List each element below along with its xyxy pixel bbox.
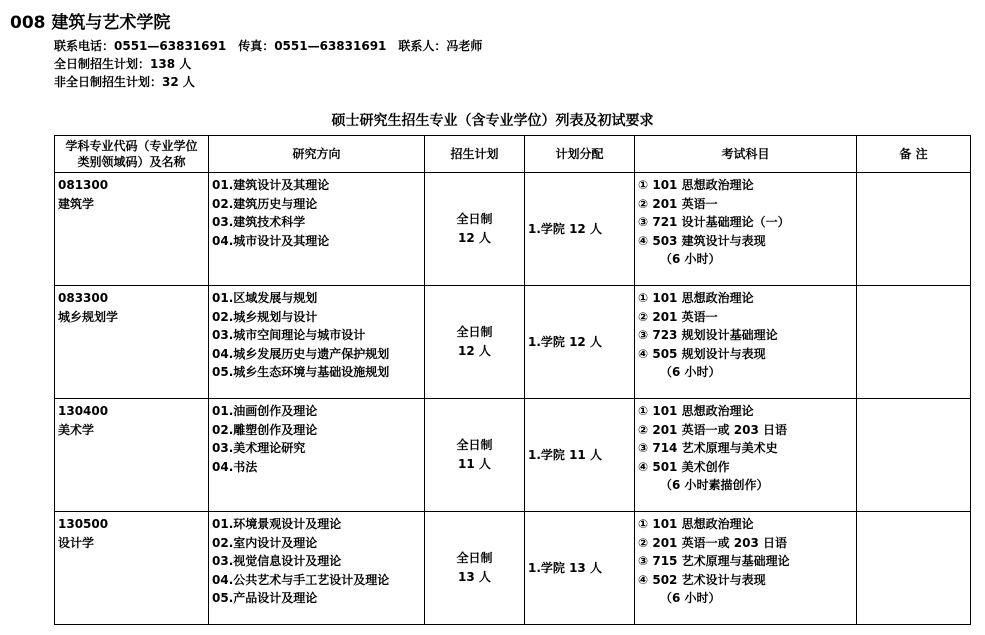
department-header [10, 8, 482, 93]
table-header-row [55, 136, 971, 173]
direction-item: 03.美术理论研究 [212, 441, 306, 455]
exam-note: （6 小时） [660, 591, 721, 605]
header-code-line1: 学科专业代码（专业学位 [65, 139, 198, 153]
major-cell [55, 512, 209, 625]
table-title: 硕士研究生招生专业（含专业学位）列表及初试要求 [331, 113, 654, 129]
plan-type: 全日制 [456, 325, 493, 339]
plan-cell [425, 399, 525, 512]
plan-type: 全日制 [456, 551, 493, 565]
direction-item: 01.油画创作及理论 [212, 404, 318, 418]
direction-item: 02.雕塑创作及理论 [212, 422, 318, 437]
major-code: 083300 [58, 291, 109, 305]
direction-item: 04.书法 [212, 459, 258, 474]
major-code: 130400 [58, 404, 109, 418]
direction-item: 02.建筑历史与理论 [212, 196, 318, 211]
plan-count: 12 人 [458, 344, 491, 358]
direction-item: 02.室内设计及理论 [212, 535, 318, 550]
exam-item: ④ 505 规划设计与表现 [638, 346, 766, 361]
major-name: 美术学 [58, 422, 95, 437]
contact-info: 联系电话：0551—63831691 传真：0551—63831691 联系人：冯老师 [54, 39, 483, 53]
exam-note: （6 小时） [660, 365, 721, 379]
direction-item: 01.区域发展与规划 [212, 291, 318, 305]
exam-item: ② 201 英语一 [638, 196, 718, 211]
exam-item: ④ 503 建筑设计与表现 [638, 233, 766, 248]
admissions-table [54, 135, 971, 625]
directions-cell [209, 512, 425, 625]
exam-item: ④ 502 艺术设计与表现 [638, 572, 766, 587]
header-code [55, 136, 209, 173]
fulltime-plan: 全日制招生计划：138 人 [54, 57, 192, 71]
header-exams: 考试科目 [635, 136, 857, 173]
plan-type: 全日制 [456, 438, 493, 452]
header-direction: 研究方向 [209, 136, 425, 173]
remarks-cell [857, 173, 971, 286]
direction-item: 03.城市空间理论与城市设计 [212, 328, 366, 342]
header-remarks: 备 注 [857, 136, 971, 173]
exams-cell [635, 286, 857, 399]
exams-cell [635, 399, 857, 512]
exam-item: ① 101 思想政治理论 [638, 291, 754, 305]
exam-item: ③ 715 艺术原理与基础理论 [638, 554, 790, 568]
major-cell [55, 286, 209, 399]
exam-item: ① 101 思想政治理论 [638, 404, 754, 418]
direction-item: 01.环境景观设计及理论 [212, 517, 342, 531]
allocation-cell: 1.学院 12 人 [525, 286, 635, 399]
table-row [55, 286, 971, 399]
direction-item: 03.视觉信息设计及理论 [212, 554, 342, 568]
remarks-cell [857, 286, 971, 399]
directions-cell [209, 286, 425, 399]
exam-item: ① 101 思想政治理论 [638, 178, 754, 192]
major-code: 130500 [58, 517, 109, 531]
exam-item: ③ 714 艺术原理与美术史 [638, 441, 778, 455]
direction-item: 05.城乡生态环境与基础设施规划 [212, 365, 390, 379]
allocation-cell: 1.学院 12 人 [525, 173, 635, 286]
direction-item: 02.城乡规划与设计 [212, 309, 318, 324]
directions-cell [209, 399, 425, 512]
exam-item: ④ 501 美术创作 [638, 459, 730, 474]
plan-cell [425, 512, 525, 625]
exam-item: ③ 723 规划设计基础理论 [638, 328, 778, 342]
allocation-cell: 1.学院 11 人 [525, 399, 635, 512]
plan-count: 13 人 [458, 570, 491, 584]
plan-count: 12 人 [458, 231, 491, 245]
exams-cell [635, 173, 857, 286]
major-cell [55, 173, 209, 286]
major-cell [55, 399, 209, 512]
major-name: 城乡规划学 [58, 309, 119, 324]
remarks-cell [857, 399, 971, 512]
table-row [55, 512, 971, 625]
parttime-plan: 非全日制招生计划：32 人 [54, 75, 195, 89]
direction-item: 04.城市设计及其理论 [212, 233, 330, 248]
exam-item: ② 201 英语一或 203 日语 [638, 422, 787, 437]
direction-item: 03.建筑技术科学 [212, 215, 306, 229]
header-allocation: 计划分配 [525, 136, 635, 173]
direction-item: 04.城乡发展历史与遗产保护规划 [212, 346, 390, 361]
exam-note: （6 小时素描创作） [660, 478, 769, 492]
plan-count: 11 人 [458, 457, 491, 471]
allocation-cell: 1.学院 13 人 [525, 512, 635, 625]
major-code: 081300 [58, 178, 109, 192]
exam-item: ③ 721 设计基础理论（一） [638, 215, 790, 229]
exams-cell [635, 512, 857, 625]
exam-item: ① 101 思想政治理论 [638, 517, 754, 531]
direction-item: 05.产品设计及理论 [212, 591, 318, 605]
direction-item: 04.公共艺术与手工艺设计及理论 [212, 572, 390, 587]
major-name: 设计学 [58, 535, 95, 550]
direction-item: 01.建筑设计及其理论 [212, 178, 330, 192]
department-title: 008 建筑与艺术学院 [10, 13, 171, 33]
plan-cell [425, 173, 525, 286]
header-plan: 招生计划 [425, 136, 525, 173]
exam-note: （6 小时） [660, 252, 721, 266]
header-code-line2: 类别领域码）及名称 [77, 155, 186, 169]
plan-type: 全日制 [456, 212, 493, 226]
table-row [55, 399, 971, 512]
directions-cell [209, 173, 425, 286]
major-name: 建筑学 [58, 196, 95, 211]
remarks-cell [857, 512, 971, 625]
table-row [55, 173, 971, 286]
exam-item: ② 201 英语一或 203 日语 [638, 535, 787, 550]
exam-item: ② 201 英语一 [638, 309, 718, 324]
plan-cell [425, 286, 525, 399]
